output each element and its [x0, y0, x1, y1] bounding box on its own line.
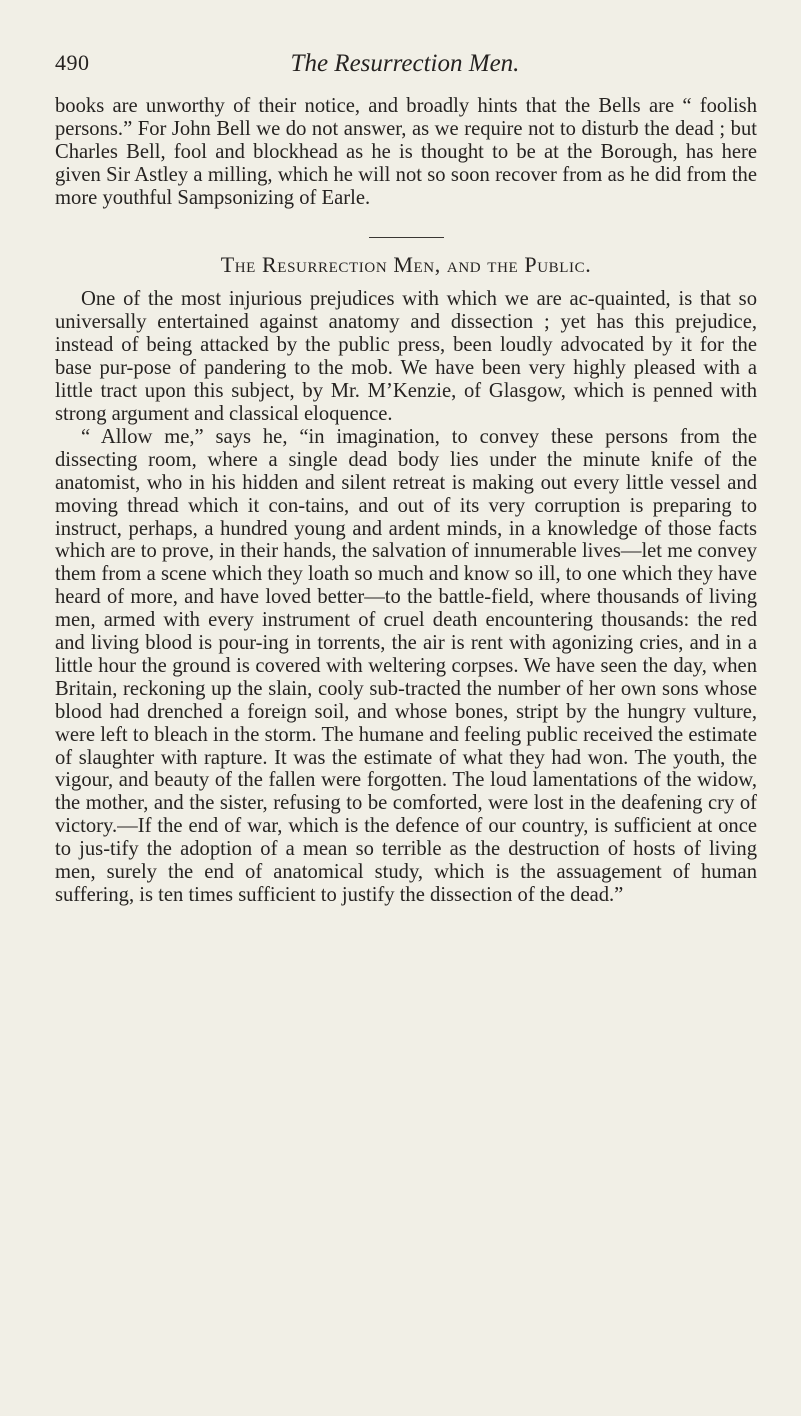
running-title: The Resurrection Men. — [290, 50, 520, 77]
paragraph-quotation: “ Allow me,” says he, “in imagination, to convey these persons from the dissecting room, where a single dead body lies under the minute knife of the anatomist, who in his hidden and silent retreat is making out every little vessel and moving thread which it con-tains, and out of its very corruption is preparing to instruct, perhaps, a hundred young and ardent minds, in a knowledge of those facts which are to prove, in their hands, the salvation of innumerable lives—let me convey them from a scene which they loath so much and know so ill, to one which they have heard of more, and have loved better—to the battle-field, where thousands of living men, armed with every instrument of cruel death encountering thousands: the red and living blood is pour-ing in torrents, the air is rent with agonizing cries, and in a little hour the ground is covered with weltering corpses. We have seen the day, when Britain, reckoning up the slain, cooly sub-tracted the number of her own sons whose blood had drenched a foreign soil, and whose bones, stript by the hungry vulture, were left to bleach in the storm. The humane and feeling public received the estimate of slaughter with rapture. It was the estimate of what they had won. The youth, the vigour, and beauty of the fallen were forgotten. The loud lamentations of the widow, the mother, and the sister, refusing to be comforted, were lost in the deafening cry of victory.—If the end of war, which is the defence of our country, is sufficient at once to jus-tify the adoption of a mean so terrible as the destruction of hosts of living men, surely the end of anatomical study, which is the assuagement of human suffering, is ten times sufficient to justify the dissection of the dead.” — [55, 425, 757, 906]
body-text — [55, 95, 757, 907]
section-divider-rule — [369, 237, 444, 238]
running-head — [55, 50, 755, 82]
section-heading: The Resurrection Men, and the Public. — [220, 251, 592, 277]
paragraph-prejudices: One of the most injurious prejudices with which we are ac-quainted, is that so universally entertained against anatomy and dissection ; yet has this prejudice, instead of being attacked by the public press, been loudly advocated by it for the base pur-pose of pandering to the mob. We have been very highly pleased with a little tract upon this subject, by Mr. M’Kenzie, of Glasgow, which is penned with strong argument and classical eloquence. — [55, 288, 757, 425]
page-number: 490 — [55, 50, 90, 75]
paragraph-continued: books are unworthy of their notice, and broadly hints that the Bells are “ foolish persons.” For John Bell we do not answer, as we require not to disturb the dead ; but Charles Bell, fool and blockhead as he is thought to be at the Borough, has here given Sir Astley a milling, which he will not so soon recover from as he did from the more youthful Sampsonizing of Earle. — [55, 95, 757, 209]
